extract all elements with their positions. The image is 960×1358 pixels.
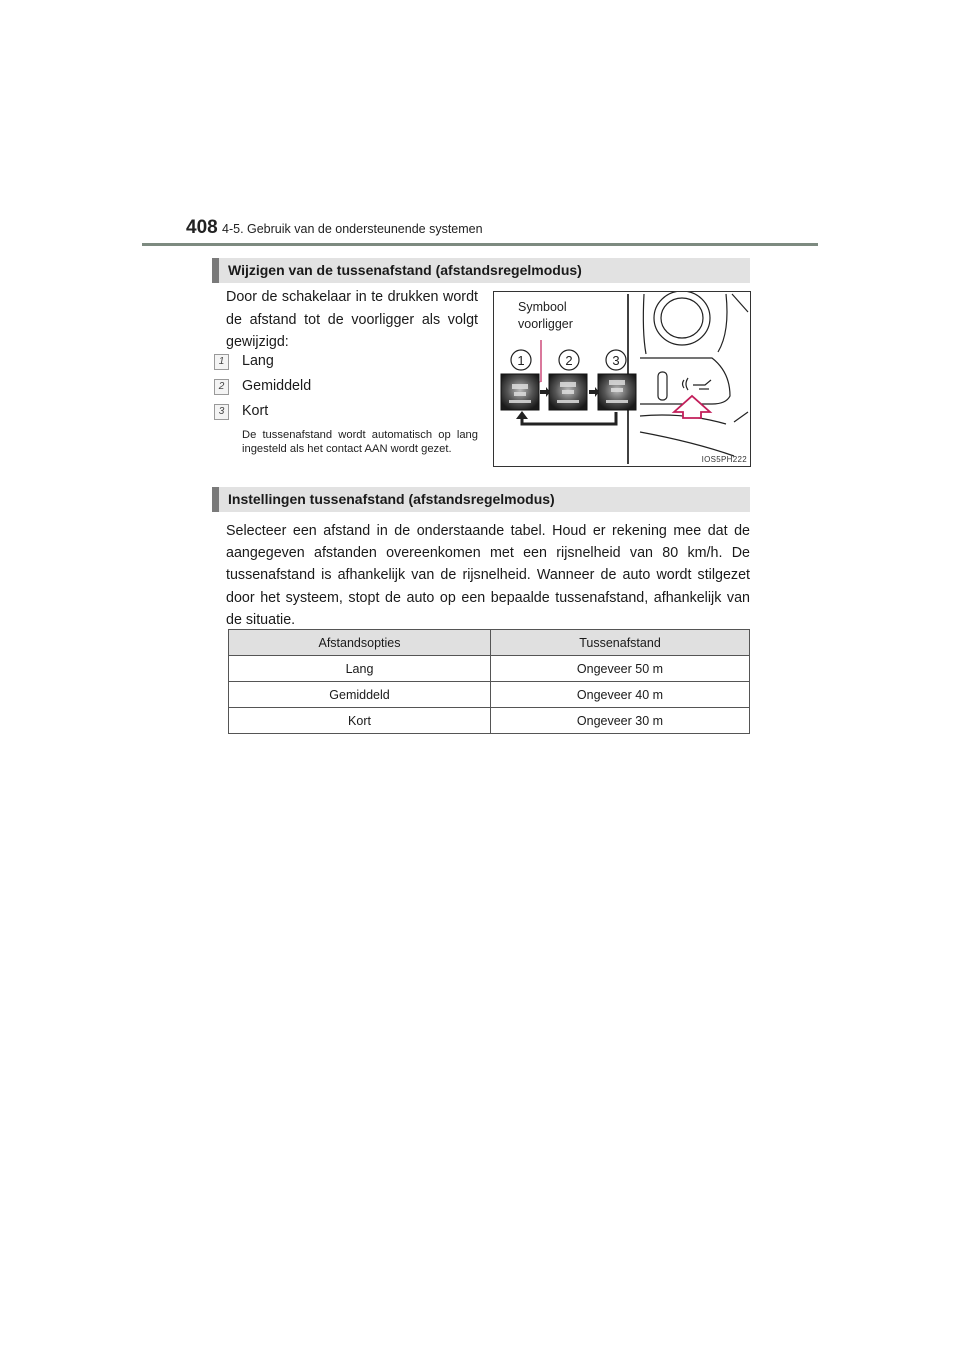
- table-cell-option: Gemiddeld: [229, 682, 491, 708]
- section-heading-2: [212, 487, 750, 512]
- table-row: [229, 656, 750, 682]
- figure-code: IOS5PH222: [701, 455, 747, 464]
- table-header-row: [229, 630, 750, 656]
- intro-paragraph: Door de schakelaar in te drukken wordt de afstand tot de voorligger als volgt gewijzigd:: [226, 289, 478, 350]
- item-label-gemiddeld: Gemiddeld: [242, 378, 312, 394]
- table-cell-distance: Ongeveer 40 m: [491, 682, 750, 708]
- header-rule: [142, 243, 818, 246]
- steering-switch-drawing: [640, 292, 748, 456]
- table-cell-option: Lang: [229, 656, 491, 682]
- section-heading-2-text: Instellingen tussenafstand (afstandsregelmodus): [228, 491, 555, 507]
- press-arrow-icon: [674, 396, 710, 418]
- settings-paragraph: Selecteer een afstand in de onderstaande tabel. Houd er rekening mee dat de aangegeven afstanden overeenkomen met een rijsnelheid van 80 km/h. De tussenafstand is afhankelijk van de rijsnelheid. Wanneer de auto wordt stilgezet door het systeem, stopt de auto op een bepaalde tussenafstand, afhankelijk van de situatie.: [226, 523, 750, 628]
- page-number: 408: [186, 217, 218, 238]
- switch-illustration: [493, 291, 751, 467]
- section-heading-1-text: Wijzigen van de tussenafstand (afstandsregelmodus): [228, 262, 582, 278]
- figure-callout-line-1: Symbool: [518, 300, 567, 314]
- step-number-1: 1: [517, 353, 525, 368]
- step-number-3: 3: [612, 353, 620, 368]
- step-number-2: 2: [565, 353, 573, 368]
- table-cell-distance: Ongeveer 30 m: [491, 708, 750, 734]
- figure-callout-line-2: voorligger: [518, 317, 573, 331]
- item-label-kort: Kort: [242, 403, 269, 419]
- table-cell-distance: Ongeveer 50 m: [491, 656, 750, 682]
- item-label-lang: Lang: [242, 353, 274, 369]
- item-number-1: 1: [214, 354, 229, 370]
- table-header-options: Afstandsopties: [229, 630, 491, 656]
- item-number-2: 2: [214, 379, 229, 395]
- table-row: [229, 708, 750, 734]
- table-cell-option: Kort: [229, 708, 491, 734]
- note-paragraph: De tussenafstand wordt automatisch op lang ingesteld als het contact AAN wordt gezet.: [242, 429, 478, 455]
- distance-icon: [683, 378, 712, 390]
- chapter-title: 4-5. Gebruik van de ondersteunende systemen: [222, 222, 483, 236]
- section-heading-1: [212, 258, 750, 283]
- item-number-3: 3: [214, 404, 229, 420]
- display-screens: [501, 374, 636, 410]
- figure-drawing: [494, 292, 750, 466]
- table-row: [229, 682, 750, 708]
- distance-table: [228, 629, 750, 734]
- table-header-distance: Tussenafstand: [491, 630, 750, 656]
